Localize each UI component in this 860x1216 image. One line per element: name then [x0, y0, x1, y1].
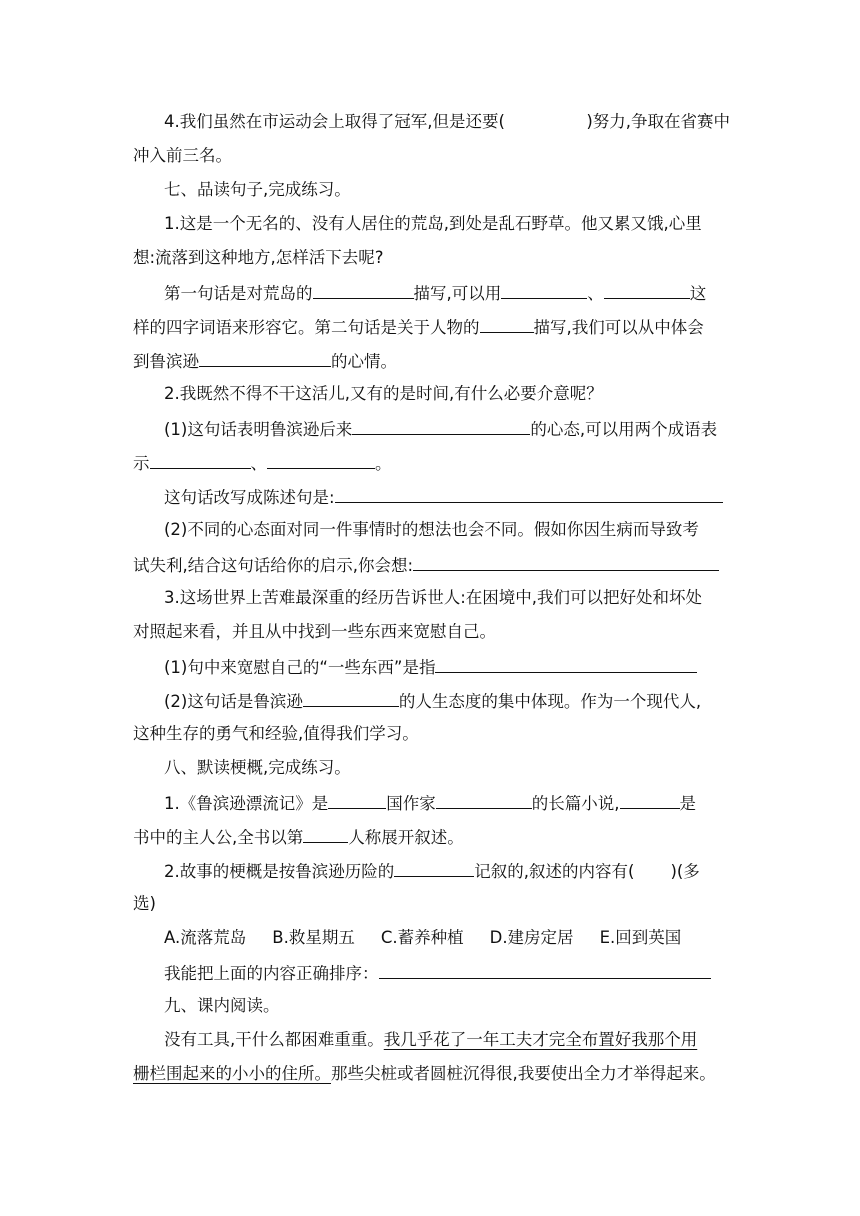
- fill-text: (1)句中来宽慰自己的“一些东西”是指: [164, 658, 436, 677]
- fill-text: 第一句话是对荒岛的: [164, 284, 313, 303]
- question-7-3-line2: 对照起来看，并且从中找到一些东西来宽慰自己。: [133, 622, 496, 641]
- options-row: [164, 926, 707, 950]
- section-8-title: 八、默读梗概,完成练习。: [164, 758, 351, 777]
- question-7-2-1-line1: [164, 416, 717, 442]
- fill-text: 的心情。: [331, 352, 397, 371]
- question-7-1-fill-line2: [133, 314, 704, 340]
- fill-text: 这句话改写成陈述句是:: [164, 488, 335, 507]
- reading-text: 没有工具,干什么都困难重重。: [164, 1030, 384, 1049]
- question-7-2-rewrite: [164, 484, 723, 510]
- answer-blank[interactable]: [267, 450, 375, 469]
- fill-text: )(多: [670, 862, 700, 881]
- answer-blank[interactable]: [335, 484, 723, 503]
- question-7-3-line1: 3.这场世界上苦难最深重的经历告诉世人:在困境中,我们可以把好处和坏处: [164, 588, 703, 607]
- option-b[interactable]: B.救星期五: [272, 928, 355, 947]
- question-text: 4.我们虽然在市运动会上取得了冠军,但是还要(: [164, 112, 505, 131]
- answer-blank[interactable]: [303, 688, 399, 707]
- order-line: [164, 960, 711, 986]
- fill-text: 国作家: [386, 794, 436, 813]
- question-7-2-1-line2: [133, 450, 392, 476]
- section-9-title: 九、课内阅读。: [164, 996, 280, 1015]
- question-text: )努力,争取在省赛中: [586, 112, 730, 131]
- answer-blank[interactable]: [480, 314, 534, 333]
- fill-text: 1.《鲁滨逊漂流记》是: [164, 794, 329, 813]
- fill-text: 样的四字词语来形容它。第二句话是关于人物的: [133, 318, 480, 337]
- fill-text: 记叙的,叙述的内容有(: [474, 862, 635, 881]
- option-c[interactable]: C.蓄养种植: [380, 928, 464, 947]
- reading-line2: [133, 1062, 716, 1086]
- question-7-3-2-line1: [164, 688, 701, 714]
- fill-text: 到鲁滨逊: [133, 352, 199, 371]
- option-d[interactable]: D.建房定居: [489, 928, 574, 947]
- question-8-1-line2: [133, 824, 464, 850]
- fill-text: 的长篇小说,: [531, 794, 620, 813]
- fill-text: 是: [679, 794, 696, 813]
- question-7-3-1: [164, 654, 697, 680]
- fill-text: 的心态,可以用两个成语表: [530, 420, 718, 439]
- fill-text: 的人生态度的集中体现。作为一个现代人,: [398, 692, 702, 711]
- question-6-4-line1: [164, 110, 730, 134]
- fill-text: 我能把上面的内容正确排序：: [164, 964, 379, 983]
- question-7-2-2-line1: (2)不同的心态面对同一件事情时的想法也会不同。假如你因生病而导致考: [164, 520, 699, 539]
- fill-text: 描写,可以用: [413, 284, 502, 303]
- fill-text: 描写,我们可以从中体会: [533, 318, 704, 337]
- question-8-1-line1: [164, 790, 696, 816]
- question-7-2: 2.我既然不得不干这活儿,又有的是时间,有什么必要介意呢？: [164, 384, 603, 403]
- fill-text: 试失利,结合这句话给你的启示,你会想:: [133, 556, 414, 575]
- question-8-2-line1: [164, 858, 700, 884]
- option-e[interactable]: E.回到英国: [599, 928, 682, 947]
- section-7-title: 七、品读句子,完成练习。: [164, 180, 351, 199]
- underlined-sentence: 栅栏围起来的小小的住所。: [133, 1064, 331, 1083]
- answer-blank[interactable]: [413, 552, 719, 571]
- answer-blank[interactable]: [303, 824, 348, 843]
- answer-blank[interactable]: [313, 280, 414, 299]
- answer-blank[interactable]: [150, 450, 251, 469]
- answer-blank[interactable]: [501, 280, 587, 299]
- answer-blank[interactable]: [604, 280, 690, 299]
- question-6-4-line2: 冲入前三名。: [133, 146, 232, 165]
- fill-text: 2.故事的梗概是按鲁滨逊历险的: [164, 862, 395, 881]
- fill-text: 示: [133, 454, 150, 473]
- question-7-1-fill-line3: [133, 348, 397, 374]
- question-8-2-line2: 选): [133, 894, 156, 913]
- answer-blank[interactable]: [379, 960, 711, 979]
- fill-text: (1)这句话表明鲁滨逊后来: [164, 420, 353, 439]
- answer-blank[interactable]: [620, 790, 680, 809]
- answer-blank[interactable]: [352, 416, 530, 435]
- answer-blank[interactable]: [328, 790, 386, 809]
- question-7-1-line1: 1.这是一个无名的、没有人居住的荒岛,到处是乱石野草。他又累又饿,心里: [164, 214, 702, 233]
- answer-blank[interactable]: [394, 858, 474, 877]
- reading-text: 那些尖桩或者圆桩沉得很,我要使出全力才举得起来。: [331, 1064, 716, 1083]
- fill-text: 、: [250, 454, 267, 473]
- question-7-2-2-line2: [133, 552, 719, 578]
- reading-line1: [164, 1028, 697, 1052]
- fill-text: 书中的主人公,全书以第: [133, 828, 304, 847]
- fill-text: 这: [689, 284, 707, 303]
- fill-text: 。: [375, 454, 392, 473]
- question-7-3-2-line2: 这种生存的勇气和经验,值得我们学习。: [133, 724, 419, 743]
- answer-blank[interactable]: [435, 654, 697, 673]
- fill-text: 、: [587, 284, 604, 303]
- fill-text: 人称展开叙述。: [348, 828, 464, 847]
- answer-blank[interactable]: [199, 348, 331, 367]
- question-7-1-fill-line1: [164, 280, 706, 306]
- question-7-1-line2: 想:流落到这种地方,怎样活下去呢?: [133, 248, 384, 267]
- fill-text: (2)这句话是鲁滨逊: [164, 692, 303, 711]
- underlined-sentence: 我几乎花了一年工夫才完全布置好我那个用: [383, 1030, 698, 1049]
- option-a[interactable]: A.流落荒岛: [164, 928, 247, 947]
- answer-blank[interactable]: [436, 790, 532, 809]
